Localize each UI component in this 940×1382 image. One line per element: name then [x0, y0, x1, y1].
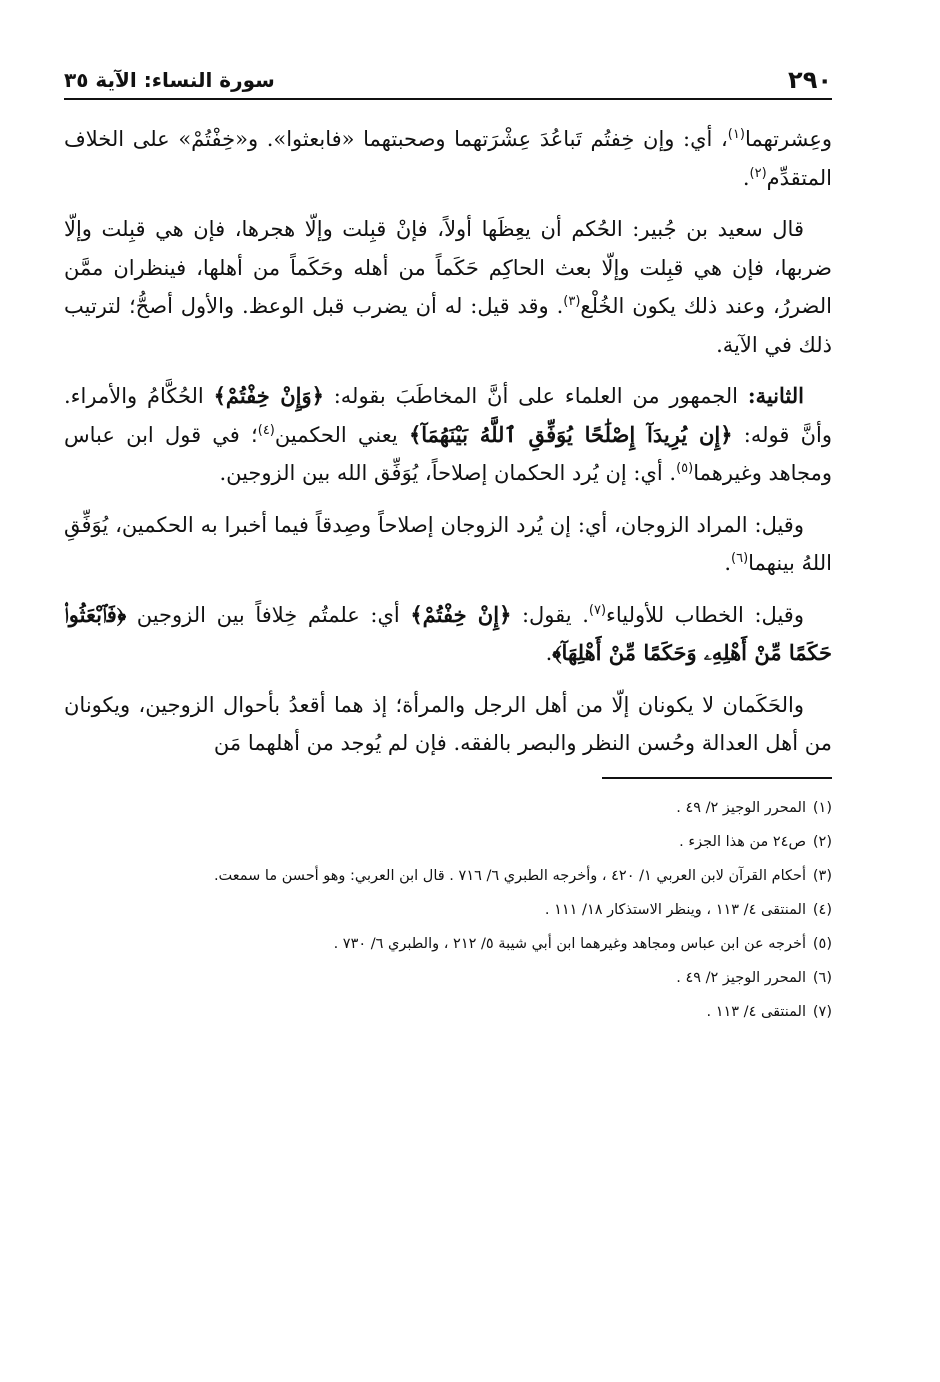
footnote-text: أخرجه عن ابن عباس ومجاهد وغيرهما ابن أبي شيبة ٥/ ٢١٢ ، والطبري ٦/ ٧٣٠ . — [333, 935, 806, 952]
footnote — [64, 927, 832, 961]
text-segment: وعِشرتهما — [744, 127, 832, 151]
book-page — [64, 60, 832, 1342]
surah-title: سورة النساء: الآية ٣٥ — [64, 68, 275, 92]
footnote-text: المنتقى ٤/ ١١٣ . — [706, 1003, 806, 1020]
footnote-marker: (٢) — [749, 165, 767, 181]
text-segment: قال سعيد بن جُبير: الحُكم أن يعِظَها أولاً، فإنْ قبِلت وإلّا هجرها، فإن هي قبِلت وإلّا ضربها، فإن هي قبِلت وإلّا بعث الحاكِم حَكَماً من أهله وحَكَماً من أهلها، فينظران ممَّن الضررُ، وعند ذلك يكون الخُلْع — [64, 217, 832, 318]
quran-quote: ﴿إِنْ خِفْتُمْ﴾ — [410, 601, 512, 627]
text-segment: . — [742, 165, 750, 190]
footnote-marker: (٤) — [257, 422, 275, 438]
footnote — [64, 791, 832, 825]
quran-quote: ﴿فَٱبْعَثُوا۟ حَكَمًا مِّنْ أَهْلِهِۦ وَحَكَمًا مِّنْ أَهْلِهَآ﴾ — [64, 601, 832, 665]
text-segment: والحَكَمان لا يكونان إلّا من أهل الرجل والمرأة؛ إذ هما أقعدُ بأحوال الزوجين، ويكونان من أهل العدالة وحُسن النظر والبصر بالفقه. فإن لم يُوجد من أهلهما مَن — [64, 692, 832, 755]
footnote-marker: (٣) — [563, 294, 581, 309]
footnote-text: المحرر الوجيز ٢/ ٤٩ . — [676, 969, 806, 986]
text-segment: يعني الحكمين — [274, 422, 409, 447]
footnote-number: (٥) — [812, 935, 832, 952]
text-segment: ، أي: وإن خِفتُم تَباعُدَ عِشْرَتهما وصحبتهما «فابعثوا». و«خِفْتُمْ» على الخلاف المتقدِّم — [64, 127, 832, 190]
footnote-divider — [602, 777, 832, 779]
paragraph — [64, 377, 832, 493]
text-segment: ؛ في قول ابن عباس ومجاهد وغيرهما — [64, 422, 832, 485]
footnote-text: أحكام القرآن لابن العربي ١/ ٤٢٠ ، وأخرجه الطبري ٦/ ٧١٦ . قال ابن العربي: وهو أحسن ما سمعت. — [213, 867, 806, 884]
quran-quote: ﴿وَإِنْ خِفْتُمْ﴾ — [213, 383, 324, 408]
footnotes — [64, 791, 832, 1029]
footnote-text: المحرر الوجيز ٢/ ٤٩ . — [676, 799, 806, 816]
footnote — [64, 893, 832, 927]
text-segment: أي: علمتُم خِلافاً بين الزوجين — [126, 602, 411, 627]
footnote — [64, 825, 832, 859]
footnote-marker: (٦) — [731, 551, 749, 566]
footnote-marker: (١) — [727, 127, 745, 142]
footnote — [64, 859, 832, 893]
quran-quote: ﴿إِن يُرِيدَآ إِصْلَٰحًا يُوَفِّقِ ٱللَّهُ بَيْنَهُمَآ﴾ — [408, 421, 733, 447]
paragraph — [64, 686, 832, 763]
text-segment: . — [545, 641, 553, 665]
footnote-text: ص٢٤ من هذا الجزء . — [679, 833, 806, 850]
footnote — [64, 961, 832, 995]
footnote-number: (٧) — [812, 1003, 832, 1020]
text-segment: الجمهور من العلماء على أنَّ المخاطَبَ بقوله: — [323, 384, 748, 408]
text-segment: . وقد قيل: له أن يضرب قبل الوعظ. والأول أصحُّ؛ لترتيب ذلك في الآية. — [64, 294, 832, 357]
footnote-marker: (٥) — [676, 461, 694, 476]
footnote-number: (٣) — [812, 867, 832, 884]
paragraph — [64, 120, 832, 197]
text-segment: وقيل: الخطاب للأولياء — [606, 602, 804, 627]
footnote-number: (٤) — [812, 901, 832, 918]
paragraph — [64, 506, 832, 583]
text-segment: . أي: إن يُرد الحكمان إصلاحاً، يُوَفِّق الله بين الزوجين. — [219, 461, 677, 485]
text-segment: . — [724, 551, 731, 575]
footnote-number: (٦) — [812, 969, 832, 986]
footnote-marker: (٧) — [588, 602, 607, 618]
page-number: ٢٩٠ — [788, 66, 832, 94]
text-segment: الحُكَّامُ والأمراء. وأنَّ قوله: — [64, 384, 832, 447]
footnote-text: المنتقى ٤/ ١١٣ ، وينظر الاستذكار ١٨/ ١١١ . — [544, 901, 806, 918]
main-text — [64, 120, 832, 763]
text-segment: . يقول: — [511, 602, 589, 627]
footnote — [64, 995, 832, 1029]
paragraph — [64, 210, 832, 364]
page-header — [64, 60, 832, 100]
footnote-number: (١) — [812, 799, 832, 816]
text-segment: وقيل: المراد الزوجان، أي: إن يُرد الزوجان إصلاحاً وصِدقاً فيما أخبرا به الحكمين، يُوَفِّقِ اللهُ بينهما — [64, 512, 832, 575]
paragraph — [64, 596, 832, 673]
section-lead: الثانية: — [747, 383, 804, 408]
footnote-number: (٢) — [812, 833, 832, 850]
